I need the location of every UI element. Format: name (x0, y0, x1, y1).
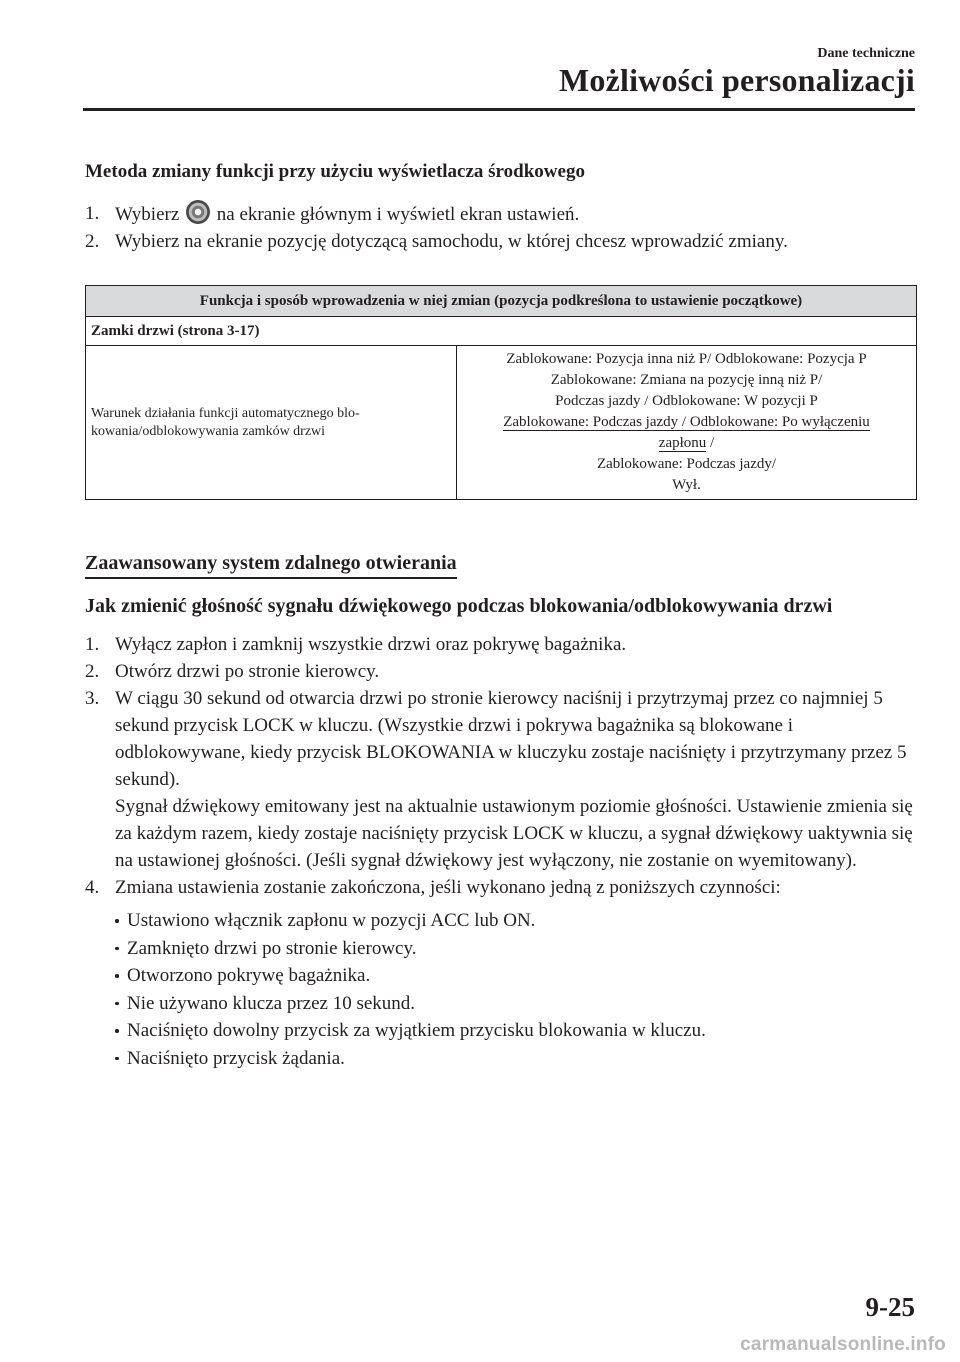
bullet-icon (115, 1057, 119, 1061)
option-line: Zablokowane: Pozycja inna niż P/ Odblokowane: Pozycja P (506, 351, 867, 367)
step-number: 1. (85, 203, 100, 224)
feature-line: Warunek działania funkcji automatycznego blo- (91, 405, 360, 421)
feature-line: kowania/odblokowywania zamków drzwi (91, 423, 326, 439)
table-row (86, 346, 917, 500)
default-option-line: Zablokowane: Podczas jazdy / Odblokowane: Po wyłączeniu (503, 414, 870, 430)
bullet-icon (115, 1029, 119, 1033)
step-text: Otwórz drzwi po stronie kierowcy. (115, 661, 380, 682)
list-item (85, 935, 915, 963)
feature-cell (86, 346, 457, 500)
page-number: 9-25 (865, 1292, 915, 1322)
step-number: 2. (85, 231, 100, 252)
header-section-label: Dane techniczne (817, 46, 915, 61)
bullet-text: Ustawiono włącznik zapłonu w pozycji ACC lub ON. (127, 910, 536, 931)
bullet-text: Naciśnięto dowolny przycisk za wyjątkiem przycisku blokowania w kluczu. (127, 1020, 706, 1041)
step-number: 2. (85, 661, 100, 682)
option-separator: / (706, 435, 715, 451)
step-text-after: na ekranie głównym i wyświetl ekran ustawień. (216, 204, 580, 225)
settings-gear-icon (186, 200, 210, 224)
bullet-text: Naciśnięto przycisk żądania. (127, 1047, 345, 1069)
list-item (85, 631, 915, 658)
list-item (85, 990, 915, 1018)
step-continuation: Sygnał dźwiękowy emitowany jest na aktualnie ustawionym poziomie głośności. Ustawienie zmienia się za każdym razem, kiedy zostaje naciśnięty przycisk LOCK w kluczu, a sygnał dźwiękowy uaktywnia się na ustawionej głośności. (Jeśli sygnał dźwiękowy jest wyłączony, nie zostanie on wyemitowany). (115, 796, 913, 871)
bullet-text: Otworzono pokrywę bagażnika. (127, 965, 371, 986)
step-text: Zmiana ustawienia zostanie zakończona, jeśli wykonano jedną z poniższych czynności: (115, 877, 781, 898)
center-display-steps (85, 200, 915, 255)
header-rule (83, 108, 915, 111)
options-cell (457, 346, 917, 500)
bullet-icon (115, 974, 119, 978)
bullet-icon (115, 947, 119, 951)
step-text: Wyłącz zapłon i zamknij wszystkie drzwi oraz pokrywę bagażnika. (115, 634, 627, 655)
beep-volume-subheading: Jak zmienić głośność sygnału dźwiękowego podczas blokowania/odblokowywania drzwi (85, 595, 833, 617)
list-item (85, 907, 915, 935)
keyless-section-title: Zaawansowany system zdalnego otwierania (85, 552, 457, 579)
step-number: 1. (85, 634, 100, 655)
option-line: Wył. (672, 477, 701, 493)
list-item (85, 962, 915, 990)
watermark: carmanualsonline.info (740, 1334, 946, 1355)
bullet-icon (115, 1002, 119, 1006)
center-display-method-heading: Metoda zmiany funkcji przy użyciu wyświetlacza środkowego (85, 161, 585, 182)
list-item (85, 200, 915, 228)
table-header: Funkcja i sposób wprowadzenia w niej zmian (pozycja podkreślona to ustawienie początkowe) (86, 286, 917, 317)
option-line: Zablokowane: Zmiana na pozycję inną niż P/ (550, 372, 823, 388)
completion-conditions-list (85, 907, 915, 1072)
bullet-text: Zamknięto drzwi po stronie kierowcy. (127, 937, 417, 959)
list-item (85, 685, 915, 874)
settings-table (85, 285, 917, 500)
bullet-text: Nie używano klucza przez 10 sekund. (127, 992, 416, 1014)
step-text: W ciągu 30 sekund od otwarcia drzwi po stronie kierowcy naciśnij i przytrzymaj przez co najmniej 5 sekund przycisk LOCK w kluczu. (Wszystkie drzwi i pokrywa bagażnika są blokowane i odblokowywane, kiedy przycisk BLOKOWANIA w kluczyku zostaje naciśnięty i przytrzymany przez 5 sekund). (115, 688, 907, 790)
beep-volume-steps (85, 631, 915, 901)
default-option-line: zapłonu (658, 435, 707, 451)
list-item (85, 658, 915, 685)
step-number: 4. (85, 877, 100, 898)
step-number: 3. (85, 688, 100, 709)
option-line: Zablokowane: Podczas jazdy/ (596, 456, 777, 472)
bullet-icon (115, 919, 119, 923)
step-text-before: Wybierz (115, 204, 180, 225)
page-content (85, 160, 915, 1072)
table-group-label: Zamki drzwi (strona 3-17) (86, 317, 917, 346)
option-line: Podczas jazdy / Odblokowane: W pozycji P (555, 393, 818, 409)
list-item (85, 1045, 915, 1073)
list-item (85, 1017, 915, 1045)
table-group-row (86, 317, 917, 346)
page-title: Możliwości personalizacji (558, 62, 915, 98)
step-text: Wybierz na ekranie pozycję dotyczącą samochodu, w której chcesz wprowadzić zmiany. (115, 231, 788, 252)
list-item (85, 874, 915, 901)
table-header-row (86, 286, 917, 317)
list-item (85, 228, 915, 255)
